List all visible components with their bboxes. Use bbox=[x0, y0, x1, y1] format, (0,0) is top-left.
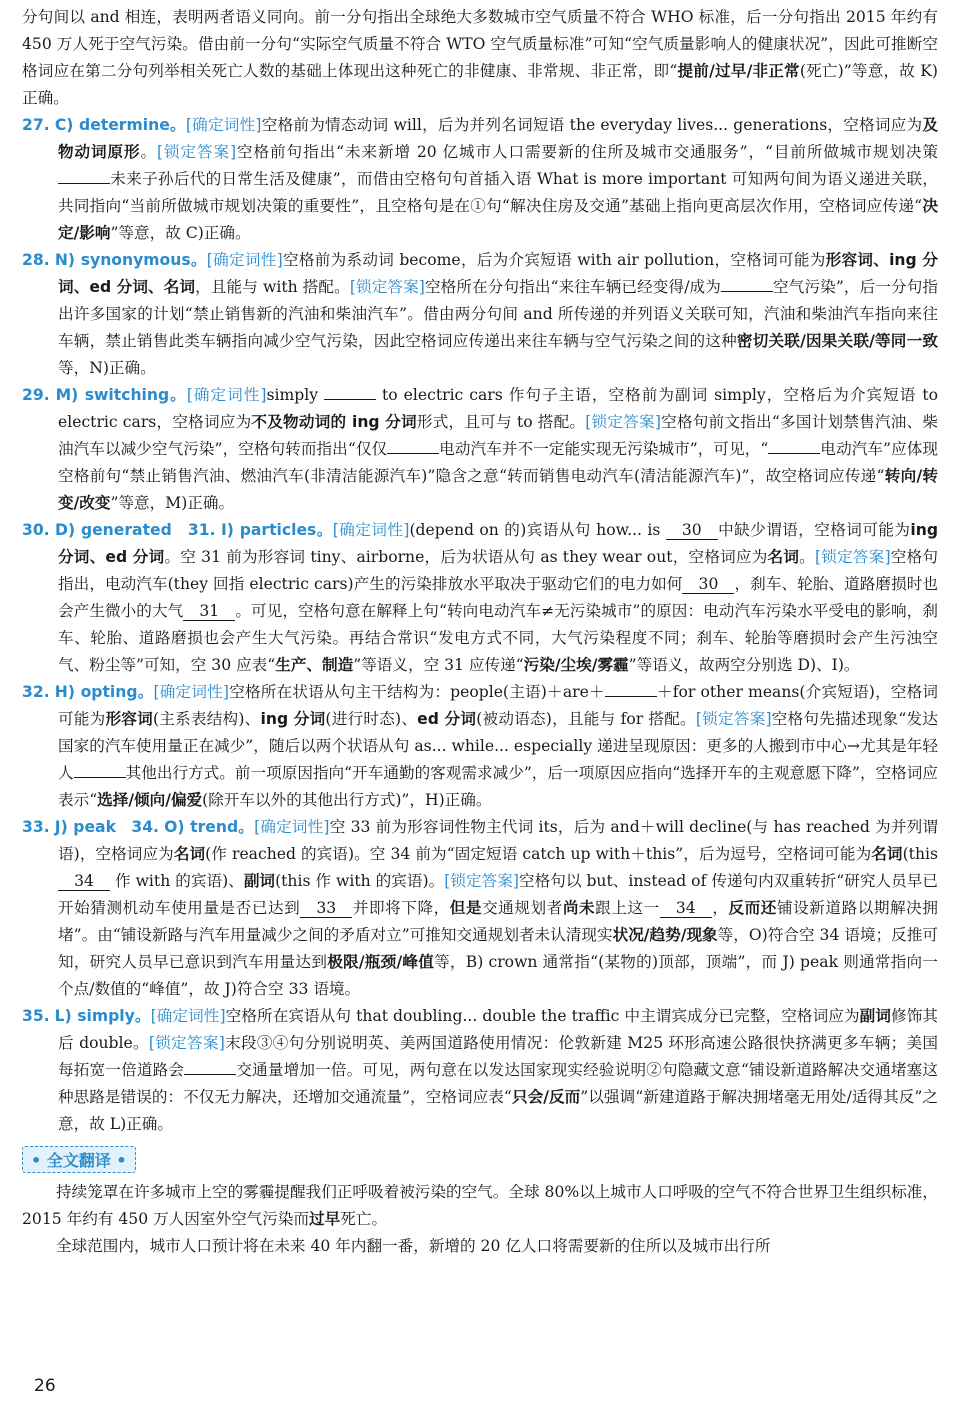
page-content bbox=[22, 4, 938, 1260]
item-number: 35. bbox=[22, 1007, 50, 1025]
answer-label: J) peak bbox=[54, 818, 116, 836]
answer-label: I) particles。 bbox=[220, 521, 333, 539]
item-number: 28. bbox=[22, 251, 50, 269]
intro-keyword: 提前/过早/非正常 bbox=[677, 62, 800, 80]
keyword: 名词 bbox=[871, 845, 903, 863]
keyword: 形容词、ing 分词、ed 分词、名词 bbox=[58, 251, 938, 296]
translation-paragraph-2 bbox=[22, 1233, 938, 1260]
item-text: 空格句以 but、instead of 传递句内双重转折“研究人员早已开始猜测机动车使用量是否已达到 bbox=[58, 872, 938, 917]
tag-lock-answer: [锁定答案] bbox=[585, 413, 661, 431]
tag-lock-answer: [锁定答案] bbox=[444, 872, 519, 890]
answer-item-30-31 bbox=[22, 517, 938, 679]
page-number: 26 bbox=[34, 1376, 56, 1396]
answer-item-35 bbox=[22, 1003, 938, 1138]
answer-label: O) trend。 bbox=[164, 818, 255, 836]
tag-lock-answer: [锁定答案] bbox=[148, 1034, 225, 1052]
item-text: 。可见，空格句意在解释上句“转向电动汽车≠无污染城市”的原因：电动汽车污染水平受电的影响，刹车、轮胎、道路磨损也会产生大气污染。再结合常识“发电方式不同，大气污染程度不同；刹车、轮胎等磨损时会产生污浊空气、粉尘等”可知，空 30 应表“ bbox=[58, 602, 938, 674]
translation-title: • 全文翻译 • bbox=[22, 1146, 136, 1173]
answer-label: N) synonymous。 bbox=[54, 251, 207, 269]
blank-30: 30 bbox=[682, 575, 734, 594]
item-text: 末段③④句分别说明英、美两国道路使用情况：伦敦新建 M25 环形高速公路很快挤满更多车辆；美国每拓宽一倍道路会 bbox=[58, 1034, 938, 1079]
keyword: 极限/瓶颈/峰值 bbox=[327, 953, 435, 971]
item-text: 空格句先描述现象“发达国家的汽车使用量正在减少”，随后以两个状语从句 as... while... especially 递进呈现原因：更多的人搬到市中心→尤其是年轻人 bbox=[58, 710, 938, 782]
item-text: simply bbox=[266, 386, 319, 404]
keyword: 副词 bbox=[859, 1007, 892, 1025]
item-text: 形式，且可与 to 搭配。 bbox=[416, 413, 586, 431]
item-text: 作 with 的宾语)、 bbox=[114, 872, 244, 890]
item-text: (this bbox=[902, 845, 938, 863]
answer-label: D) generated bbox=[55, 521, 172, 539]
blank-line bbox=[74, 777, 126, 778]
item-number: 29. bbox=[22, 386, 50, 404]
keyword: 不及物动词的 ing 分词 bbox=[251, 413, 417, 431]
tag-lock-answer: [锁定答案] bbox=[695, 710, 772, 728]
item-text: 修饰其后 double。 bbox=[58, 1007, 938, 1052]
item-text: 交通规划者 bbox=[482, 899, 563, 917]
item-number: 31. bbox=[187, 521, 216, 539]
intro-paragraph bbox=[22, 4, 938, 112]
tag-lock-answer: [锁定答案] bbox=[349, 278, 425, 296]
translation-text: 持续笼罩在许多城市上空的雾霾提醒我们正呼吸着被污染的空气。全球 80%以上城市人口呼吸的空气不符合世界卫生组织标准，2015 年约有 450 万人因室外空气污染而 bbox=[22, 1183, 938, 1228]
item-text: 其他出行方式。前一项原因指向“开车通勤的客观需求减少”，后一项原因应指向“选择开车的主观意愿下降”，空格词应表示“ bbox=[58, 764, 938, 809]
keyword: 形容词 bbox=[105, 710, 153, 728]
tag-determine-pos: [确定词性] bbox=[332, 521, 410, 539]
item-number: 27. bbox=[22, 116, 50, 134]
answer-item-32 bbox=[22, 679, 938, 814]
item-number: 34. bbox=[131, 818, 159, 836]
item-text: 中缺少谓语，空格词可能为 bbox=[717, 521, 911, 539]
item-text: ”等语义，故两空分别选 D)、I)。 bbox=[628, 656, 860, 674]
keyword: 污染/尘埃/雾霾 bbox=[523, 656, 629, 674]
item-text: 空格前句指出“未来新增 20 亿城市人口需要新的住所及城市交通服务”，“目前所做城市规划决策 bbox=[236, 143, 938, 161]
blank-30: 30 bbox=[666, 521, 718, 540]
item-text: 。 bbox=[799, 548, 815, 566]
item-text: 空格所在状语从句主干结构为：people(主语)＋are＋ bbox=[229, 683, 605, 701]
keyword: 密切关联/因果关联/等同一致 bbox=[736, 332, 938, 350]
item-text: 空格前为系动词 become，后为介宾短语 with air pollution，空格词可能为 bbox=[282, 251, 826, 269]
item-text: 等，O)符合空 34 语境；反推可知，研究人员早已意识到汽车用量达到 bbox=[58, 926, 938, 971]
item-text: ”等意，M)正确。 bbox=[110, 494, 235, 512]
answer-item-33-34 bbox=[22, 814, 938, 1003]
blank-34: 34 bbox=[660, 899, 712, 918]
item-text: 空格所在宾语从句 that doubling... double the traffic 中主谓宾成分已完整，空格词应为 bbox=[225, 1007, 860, 1025]
answer-item-29 bbox=[22, 382, 938, 517]
answer-item-28 bbox=[22, 247, 938, 382]
item-text: ”等意，故 C)正确。 bbox=[110, 224, 251, 242]
item-text: 空格句前文指出“多国计划禁售汽油、柴油汽车以减少空气污染”，空格句转而指出“仅仅 bbox=[58, 413, 939, 458]
keyword: 但是 bbox=[449, 899, 483, 917]
blank-line bbox=[605, 696, 657, 697]
item-text: (主系表结构)、 bbox=[152, 710, 261, 728]
item-text: 等，N)正确。 bbox=[58, 359, 156, 377]
translation-paragraph-1 bbox=[22, 1179, 938, 1233]
keyword: 名词 bbox=[173, 845, 206, 863]
keyword: 决定/影响 bbox=[58, 197, 938, 242]
item-text: ，刹车、轮胎、道路磨损时也会产生微小的大气 bbox=[58, 575, 938, 620]
blank-line bbox=[721, 291, 773, 292]
tag-determine-pos: [确定词性] bbox=[150, 1007, 226, 1025]
item-text: 等，B) crown 通常指“(某物的)顶部，顶端”，而 J) peak 则通常指向一个点/数值的“峰值”，故 J)符合空 33 语境。 bbox=[58, 953, 938, 998]
blank-line bbox=[324, 399, 376, 400]
item-text: (除开车以外的其他出行方式)”，H)正确。 bbox=[202, 791, 492, 809]
item-text: ＋for other means(介宾短语)，空格词可能为 bbox=[58, 683, 939, 728]
item-text: (this 作 with 的宾语)。 bbox=[275, 872, 445, 890]
item-text: ”以强调“新建道路于解决拥堵毫无用处/适得其反”之意，故 L)正确。 bbox=[58, 1088, 939, 1133]
item-text: ，且能与 with 搭配。 bbox=[195, 278, 350, 296]
keyword: 过早 bbox=[309, 1210, 341, 1228]
tag-lock-answer: [锁定答案] bbox=[157, 143, 237, 161]
keyword: 选择/倾向/偏爱 bbox=[97, 791, 203, 809]
keyword: 生产、制造 bbox=[275, 656, 354, 674]
item-text: 空格前为情态动词 will，后为并列名词短语 the everyday lives... generations，空格词应为 bbox=[261, 116, 923, 134]
item-text: 。 bbox=[140, 143, 158, 161]
keyword: 尚未 bbox=[562, 899, 596, 917]
item-text: (作 reached 的宾语)。空 34 前为“固定短语 catch up with＋this”，后为逗号，空格词可能为 bbox=[205, 845, 872, 863]
item-text: (进行时态)、 bbox=[325, 710, 418, 728]
blank-34: 34 bbox=[58, 872, 110, 891]
item-text: (depend on 的)宾语从句 how... is bbox=[409, 521, 661, 539]
keyword: 副词 bbox=[243, 872, 276, 890]
tag-determine-pos: [确定词性] bbox=[254, 818, 330, 836]
item-number: 32. bbox=[22, 683, 50, 701]
item-text: 铺设新道路以期解决拥堵”。由“铺设新路与汽车用量减少之间的矛盾对立”可推知交通规划者未认清现实 bbox=[58, 899, 938, 944]
tag-determine-pos: [确定词性] bbox=[185, 116, 262, 134]
item-text: 。空 31 前为形容词 tiny、airborne，后为状语从句 as they wear out，空格词应为 bbox=[164, 548, 768, 566]
item-text: 未来子孙后代的日常生活及健康”，而借由空格句句首插入语 What is more important 可知两句间为语义递进关联，共同指向“当前所做城市规划决策的重要性”，且空格句是在①句“解决住房及交通”基础上指向更高层次作用，空格词应传递“ bbox=[58, 170, 938, 215]
keyword: 只会/反而 bbox=[511, 1088, 581, 1106]
answer-label: L) simply。 bbox=[54, 1007, 151, 1025]
item-text: 空格所在分句指出“来往车辆已经变得/成为 bbox=[424, 278, 721, 296]
blank-31: 31 bbox=[183, 602, 235, 621]
item-text: 交通量增加一倍。可见，两句意在以发达国家现实经验说明②句隐藏文意“铺设新道路解决交通堵塞这种思路是错误的：不仅无力解决，还增加交通流量”，空格词应表“ bbox=[58, 1061, 938, 1106]
item-text: 空气污染”，后一分句指出许多国家的计划“禁止销售新的汽油和柴油汽车”。借由两分句间 and 所传递的并列语义关联可知，汽油和柴油汽车指向来往车辆，禁止销售此类车辆指向减少空气污染，因此空格词应传递出来往车辆与空气污染之间的这种 bbox=[58, 278, 938, 350]
blank-line bbox=[768, 453, 820, 454]
item-text: 电动汽车并不一定能实现无污染城市”，可见，“ bbox=[439, 440, 769, 458]
translation-text: 全球范围内，城市人口预计将在未来 40 年内翻一番，新增的 20 亿人口将需要新的住所以及城市出行所 bbox=[56, 1237, 771, 1255]
blank-line bbox=[58, 183, 110, 184]
keyword: ing 分词、ed 分词 bbox=[58, 521, 938, 566]
keyword: 及物动词原形 bbox=[58, 116, 938, 161]
item-number: 30. bbox=[22, 521, 50, 539]
item-text: 电动汽车”应体现空格前句“禁止销售汽油、燃油汽车(非清洁能源汽车)”隐含之意“转而销售电动汽车(清洁能源汽车)”，故空格词应传递“ bbox=[58, 440, 938, 485]
blank-33: 33 bbox=[300, 899, 352, 918]
item-text: 空格句指出，电动汽车(they 回指 electric cars)产生的污染排放水平取决于驱动它们的电力如何 bbox=[58, 548, 938, 593]
translation-text: 死亡。 bbox=[340, 1210, 388, 1228]
keyword: 转向/转变/改变 bbox=[58, 467, 938, 512]
item-text: (被动语态)，且能与 for 搭配。 bbox=[476, 710, 696, 728]
tag-determine-pos: [确定词性] bbox=[186, 386, 267, 404]
tag-determine-pos: [确定词性] bbox=[153, 683, 229, 701]
item-text: ， bbox=[711, 899, 729, 917]
answer-label: H) opting。 bbox=[54, 683, 154, 701]
keyword: ed 分词 bbox=[417, 710, 477, 728]
answer-label: M) switching。 bbox=[55, 386, 187, 404]
item-text: 空 33 前为形容词性物主代词 its，后为 and＋will decline(与 has reached 为并列谓语)，空格词应为 bbox=[58, 818, 938, 863]
item-text: to electric cars 作句子主语，空格前为副词 simply，空格后为介宾短语 to electric cars，空格词应为 bbox=[58, 386, 938, 431]
tag-lock-answer: [锁定答案] bbox=[814, 548, 891, 566]
keyword: 状况/趋势/现象 bbox=[612, 926, 718, 944]
item-text: 并即将下降， bbox=[352, 899, 450, 917]
item-text: ”等语义，空 31 应传递“ bbox=[353, 656, 524, 674]
intro-text: 分句间以 and 相连，表明两者语义同向。前一分句指出全球绝大多数城市空气质量不符合 WHO 标准，后一分句指出 2015 年约有 450 万人死于空气污染。借由前一分句“实际空气质量不符合 WTO 空气质量标准”可知“空气质量影响人的健康状况”，因此可推断空格词应在第二分句列举相关死亡人数的基础上体现出这种死亡的非健康、非常规、非正常，即“ bbox=[22, 8, 938, 80]
blank-line bbox=[184, 1074, 236, 1075]
answer-item-27 bbox=[22, 112, 938, 247]
keyword: 名词 bbox=[767, 548, 800, 566]
item-text: 跟上这一 bbox=[595, 899, 660, 917]
translation-section-header bbox=[22, 1146, 938, 1173]
answer-label: C) determine。 bbox=[54, 116, 186, 134]
intro-text-end: (死亡)”等意，故 K)正确。 bbox=[22, 62, 938, 107]
keyword: ing 分词 bbox=[260, 710, 326, 728]
tag-determine-pos: [确定词性] bbox=[206, 251, 283, 269]
keyword: 反而还 bbox=[728, 899, 777, 917]
item-number: 33. bbox=[22, 818, 50, 836]
blank-line bbox=[387, 453, 439, 454]
